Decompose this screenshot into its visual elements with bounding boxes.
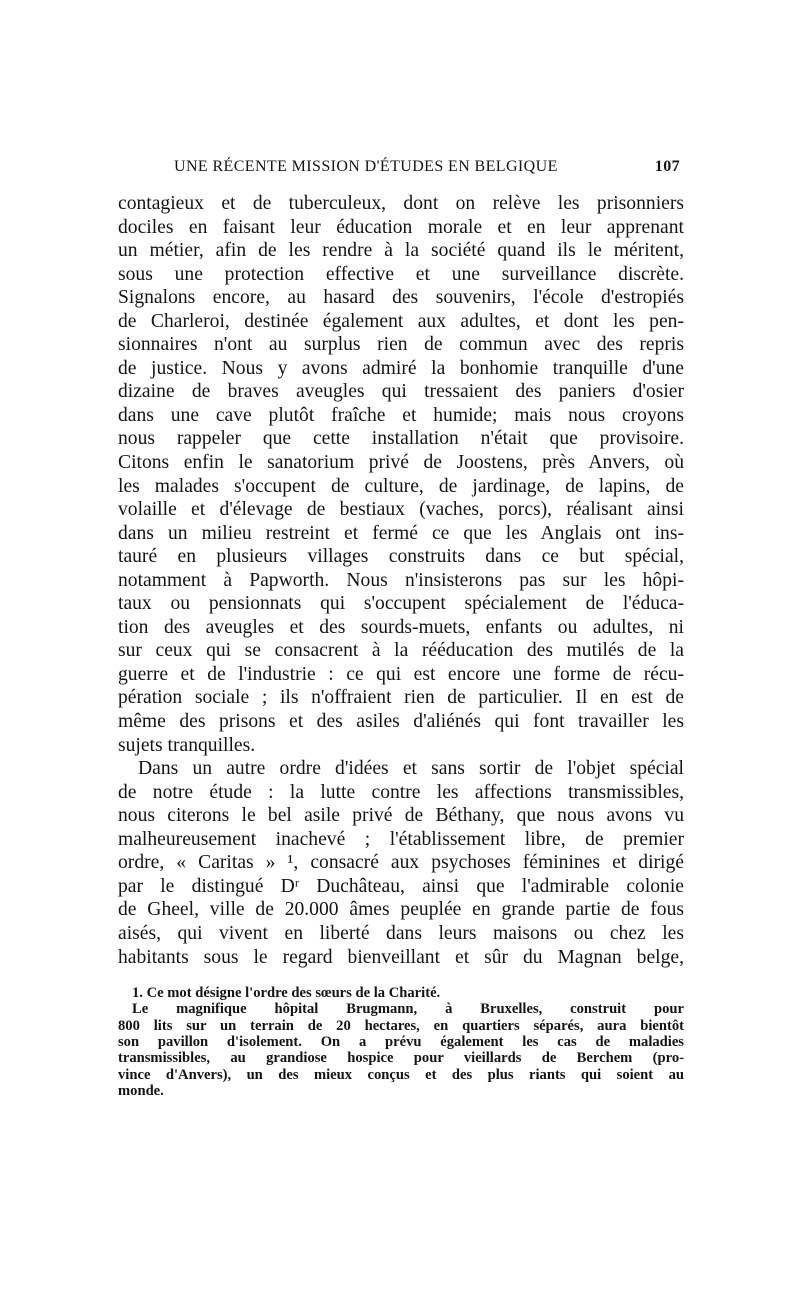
body-line: de Gheel, ville de 20.000 âmes peuplée en grande partie de fous xyxy=(118,899,684,921)
body-line: tion des aveugles et des sourds-muets, enfants ou adultes, ni xyxy=(118,616,684,638)
body-line: notamment à Papworth. Nous n'insisterons pas sur les hôpi- xyxy=(118,569,684,591)
body-line: par le distingué Dʳ Duchâteau, ainsi que l'admirable colonie xyxy=(118,875,684,897)
footnote-line: monde. xyxy=(118,1082,164,1099)
body-line: sur ceux qui se consacrent à la rééducation des mutilés de la xyxy=(118,640,684,662)
book-page xyxy=(118,158,684,1099)
body-line: de Charleroi, destinée également aux adultes, et dont les pen- xyxy=(118,310,684,332)
body-line: nous rappeler que cette installation n'était que provisoire. xyxy=(118,428,684,450)
body-line: sionnaires n'ont au surplus rien de commun avec des repris xyxy=(118,334,684,356)
body-line: dizaine de braves aveugles qui tressaient des paniers d'osier xyxy=(118,381,684,403)
body-line: de notre étude : la lutte contre les affections transmissibles, xyxy=(118,781,684,803)
footnote-line: son pavillon d'isolement. On a prévu également les cas de maladies xyxy=(118,1033,684,1050)
running-head xyxy=(118,158,684,184)
footnote-line: Le magnifique hôpital Brugmann, à Bruxelles, construit pour xyxy=(132,1001,684,1018)
body-line: contagieux et de tuberculeux, dont on relève les prisonniers xyxy=(118,193,684,214)
body-line: un métier, afin de les rendre à la société quand ils le méritent, xyxy=(118,240,684,262)
footnote-line: transmissibles, au grandiose hospice pour vieillards de Berchem (pro- xyxy=(118,1050,684,1067)
body-line: Signalons encore, au hasard des souvenirs, l'école d'estropiés xyxy=(118,287,684,309)
footnote-line: 800 lits sur un terrain de 20 hectares, en quartiers séparés, aura bientôt xyxy=(118,1017,684,1034)
footnote-line: 1. Ce mot désigne l'ordre des sœurs de la Charité. xyxy=(132,985,441,1002)
body-line: dans une cave plutôt fraîche et humide; mais nous croyons xyxy=(118,404,684,426)
body-line: de justice. Nous y avons admiré la bonhomie tranquille d'une xyxy=(118,357,684,379)
body-line: nous citerons le bel asile privé de Béthany, que nous avons vu xyxy=(118,805,684,827)
footnote-line: vince d'Anvers), un des mieux conçus et des plus riants qui soient au xyxy=(118,1066,684,1083)
body-line: aisés, qui vivent en liberté dans leurs maisons ou chez les xyxy=(118,922,684,944)
body-line: pération sociale ; ils n'offraient rien de particulier. Il en est de xyxy=(118,687,684,709)
body-line: dans un milieu restreint et fermé ce que les Anglais ont ins- xyxy=(118,522,684,544)
body-line: ordre, « Caritas » ¹, consacré aux psychoses féminines et dirigé xyxy=(118,852,684,874)
body-line: même des prisons et des asiles d'aliénés qui font travailler les xyxy=(118,711,684,733)
page-number: 107 xyxy=(654,158,680,175)
running-head-title: UNE RÉCENTE MISSION D'ÉTUDES EN BELGIQUE xyxy=(174,158,558,175)
footnotes xyxy=(118,985,684,1099)
body-line: guerre et de l'industrie : ce qui est encore une forme de récu- xyxy=(118,663,684,685)
body-line: Citons enfin le sanatorium privé de Joostens, près Anvers, où xyxy=(118,452,684,474)
body-line: malheureusement inachevé ; l'établissement libre, de premier xyxy=(118,828,684,850)
body-line: volaille et d'élevage de bestiaux (vaches, porcs), réalisant ainsi xyxy=(118,499,684,521)
body-line: dociles en faisant leur éducation morale et en leur apprenant xyxy=(118,216,684,238)
body-line: tauré en plusieurs villages construits dans ce but spécial, xyxy=(118,546,684,568)
body-text xyxy=(118,192,684,969)
body-line: taux ou pensionnats qui s'occupent spécialement de l'éduca- xyxy=(118,593,684,615)
body-line: les malades s'occupent de culture, de jardinage, de lapins, de xyxy=(118,475,684,497)
body-line: sujets tranquilles. xyxy=(118,734,256,756)
body-line: sous une protection effective et une surveillance discrète. xyxy=(118,263,684,285)
body-line: Dans un autre ordre d'idées et sans sortir de l'objet spécial xyxy=(138,758,684,780)
body-line: habitants sous le regard bienveillant et sûr du Magnan belge, xyxy=(118,946,684,968)
